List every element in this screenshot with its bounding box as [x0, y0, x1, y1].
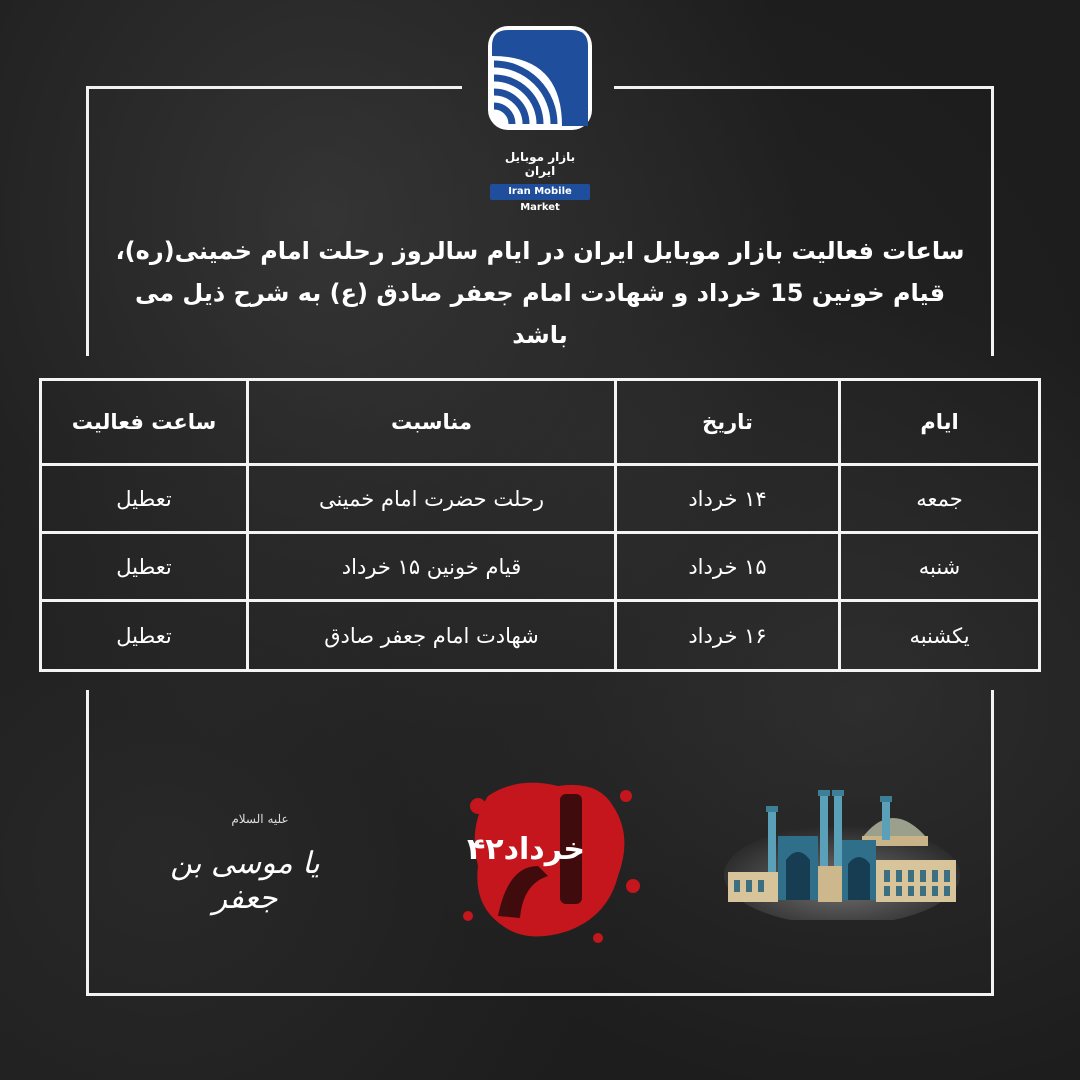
frame-left-lower-line [86, 690, 89, 996]
frame-top-right-line [614, 86, 994, 89]
logo-name-fa: بازار موبایل ایران [504, 150, 576, 178]
header-date: تاریخ [614, 381, 838, 463]
cell-day: جمعه [838, 466, 1038, 531]
table-row [42, 466, 1038, 531]
khordad-42-label: خرداد۴۲ [467, 832, 585, 867]
frame-top-left-line [86, 86, 462, 89]
cell-hours: تعطیل [116, 554, 172, 579]
calligraphy-text: یا موسی بن جعفر [170, 846, 320, 916]
header-days: ایام [838, 381, 1038, 463]
cell-day: شنبه [838, 534, 1038, 599]
heading-line-2: قیام خونین 15 خرداد و شهادت امام جعفر صادق (ع) به شرح ذیل می باشد [134, 279, 946, 349]
cell-date: ۱۵ خرداد [614, 534, 838, 599]
cell-hours: تعطیل [116, 623, 172, 648]
brand-logo [486, 24, 594, 213]
table-row [42, 602, 1038, 669]
cell-date: ۱۶ خرداد [614, 602, 838, 669]
heading-line-1: ساعات فعالیت بازار موبایل ایران در ایام سالروز رحلت امام خمینی(ره)، [115, 237, 965, 265]
cell-hours: تعطیل [116, 486, 172, 511]
frame-bottom-line [86, 993, 994, 996]
table-header-row [42, 381, 1038, 463]
cell-day: یکشنبه [838, 602, 1038, 669]
mosque-icon [722, 780, 962, 920]
table-row [42, 534, 1038, 599]
cell-occasion: رحلت حضرت امام خمینی [246, 466, 614, 531]
logo-name-en: Iran Mobile Market [490, 184, 590, 200]
cell-date: ۱۴ خرداد [614, 466, 838, 531]
signal-logo-icon [486, 24, 594, 132]
schedule-table [39, 378, 1041, 672]
calligraphy-honorific: علیه السلام [231, 812, 289, 826]
frame-right-lower-line [991, 690, 994, 996]
cell-occasion: شهادت امام جعفر صادق [246, 602, 614, 669]
calligraphy-artwork [140, 800, 350, 916]
header-occasion: مناسبت [246, 381, 614, 463]
frame-right-upper-line [991, 86, 994, 356]
header-hours: ساعت فعالیت [71, 410, 217, 434]
frame-left-upper-line [86, 86, 89, 356]
cell-occasion: قیام خونین ۱۵ خرداد [246, 534, 614, 599]
announcement-heading [110, 230, 970, 356]
